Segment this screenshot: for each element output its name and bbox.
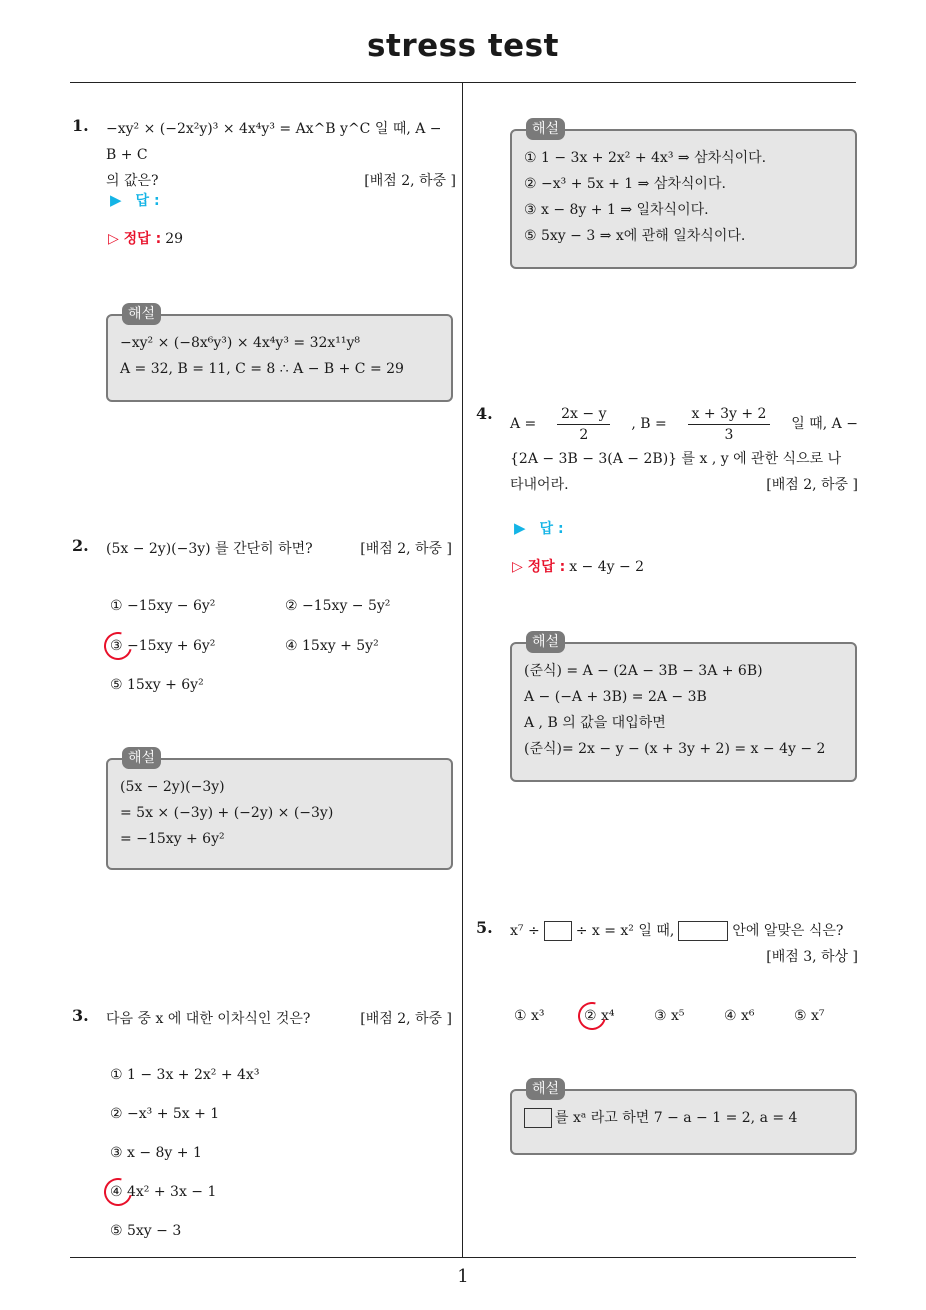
question-line xyxy=(510,944,858,970)
fraction-denominator: 2 xyxy=(579,426,589,443)
explanation-tag: 해설 xyxy=(122,303,161,325)
question-text xyxy=(106,116,456,194)
question-line xyxy=(510,402,858,446)
explanation-box xyxy=(510,121,857,269)
question-line-text: 다음 중 x 에 대한 이차식인 것은? xyxy=(106,1011,311,1027)
question-number: 3. xyxy=(72,1006,89,1025)
correct-answer xyxy=(512,556,644,576)
explanation-line: ⑤ 5xy − 3 ⇒ x에 관해 일차식이다. xyxy=(524,228,746,244)
fraction xyxy=(688,404,771,445)
choice-2[interactable]: ② x⁴ xyxy=(584,1008,615,1024)
choice-4[interactable]: ④ 15xy + 5y² xyxy=(285,638,379,654)
play-icon: ▶ xyxy=(514,519,526,537)
question-line-text: A = xyxy=(510,416,537,432)
answer-prompt xyxy=(110,190,160,210)
explanation-line: (준식)= 2x − y − (x + 3y + 2) = x − 4y − 2 xyxy=(524,741,826,757)
choice-5[interactable]: ⑤ 15xy + 6y² xyxy=(110,677,204,693)
choice-5[interactable]: ⑤ x⁷ xyxy=(794,1008,825,1024)
explanation-line: = −15xy + 6y² xyxy=(120,831,225,847)
question-line-text: 일 때, A − xyxy=(791,416,858,432)
choice-4[interactable]: ④ x⁶ xyxy=(724,1008,755,1024)
answer-blank-box xyxy=(544,921,572,941)
explanation-line: ③ x − 8y + 1 ⇒ 일차식이다. xyxy=(524,202,709,218)
explanation-box xyxy=(510,634,857,782)
explanation-text: 를 xᵃ 라고 하면 7 − a − 1 = 2, a = 4 xyxy=(555,1110,798,1126)
question-meta: [배점 3, 하상 ] xyxy=(766,949,858,965)
question-text xyxy=(510,402,858,498)
choice-2[interactable]: ② −x³ + 5x + 1 xyxy=(110,1106,220,1122)
explanation-tag: 해설 xyxy=(122,747,161,769)
choice-1[interactable]: ① −15xy − 6y² xyxy=(110,598,216,614)
question-line-text: 타내어라. xyxy=(510,477,569,493)
bottom-rule xyxy=(70,1257,856,1258)
question-line xyxy=(510,918,858,944)
explanation-line: A − (−A + 3B) = 2A − 3B xyxy=(524,689,707,705)
question-meta: [배점 2, 하중 ] xyxy=(364,173,456,189)
question-number: 5. xyxy=(476,918,493,937)
explanation-tag: 해설 xyxy=(526,118,565,140)
correct-answer-value: 29 xyxy=(165,231,184,247)
explanation-line: ① 1 − 3x + 2x² + 4x³ ⇒ 삼차식이다. xyxy=(524,150,767,166)
choice-3[interactable]: ③ −15xy + 6y² xyxy=(110,638,216,654)
page-number: 1 xyxy=(457,1266,469,1287)
correct-answer-value: x − 4y − 2 xyxy=(569,559,645,575)
top-rule xyxy=(70,82,856,83)
selected-mark-icon xyxy=(99,627,137,665)
choice-1[interactable]: ① x³ xyxy=(514,1008,545,1024)
explanation-line xyxy=(524,1105,845,1131)
question-number: 4. xyxy=(476,404,493,423)
question-line: {2A − 3B − 3(A − 2B)} 를 x , y 에 관한 식으로 나 xyxy=(510,451,842,467)
explanation-line: A , B 의 값을 대입하면 xyxy=(524,715,666,731)
choice-4[interactable]: ④ 4x² + 3x − 1 xyxy=(110,1184,217,1200)
explanation-tag: 해설 xyxy=(526,1078,565,1100)
answer-label: 답 : xyxy=(539,521,564,537)
explanation-line: −xy² × (−8x⁶y³) × 4x⁴y³ = 32x¹¹y⁸ xyxy=(120,335,361,351)
answer-blank-box xyxy=(524,1108,552,1128)
question-meta: [배점 2, 하중 ] xyxy=(360,541,452,557)
answer-label: 답 : xyxy=(135,193,160,209)
explanation-line: (5x − 2y)(−3y) xyxy=(120,779,225,795)
correct-label-text: 정답 : xyxy=(123,231,162,247)
question-line-text: , B = xyxy=(631,416,667,432)
question-number: 1. xyxy=(72,116,89,135)
fraction-numerator: x + 3y + 2 xyxy=(688,404,771,425)
explanation-box xyxy=(106,750,453,870)
page-title: stress test xyxy=(367,28,559,64)
column-divider xyxy=(462,83,463,1258)
choice-3[interactable]: ③ x⁵ xyxy=(654,1008,685,1024)
question-line-text: 안에 알맞은 식은? xyxy=(732,923,844,939)
selected-mark-icon xyxy=(99,1173,137,1211)
explanation-line: = 5x × (−3y) + (−2y) × (−3y) xyxy=(120,805,334,821)
question-text xyxy=(106,536,452,562)
choice-3[interactable]: ③ x − 8y + 1 xyxy=(110,1145,202,1161)
question-line xyxy=(510,472,858,498)
correct-answer xyxy=(108,228,183,248)
correct-answer-label xyxy=(512,559,565,575)
correct-label-text: 정답 : xyxy=(527,559,566,575)
question-meta: [배점 2, 하중 ] xyxy=(766,477,858,493)
question-line-text: 의 값은? xyxy=(106,173,159,189)
question-line-text: (5x − 2y)(−3y) 를 간단히 하면? xyxy=(106,541,313,557)
question-line-text: x⁷ ÷ xyxy=(510,923,540,939)
explanation-line: ② −x³ + 5x + 1 ⇒ 삼차식이다. xyxy=(524,176,726,192)
question-meta: [배점 2, 하중 ] xyxy=(360,1011,452,1027)
choice-5[interactable]: ⑤ 5xy − 3 xyxy=(110,1223,182,1239)
fraction-denominator: 3 xyxy=(724,426,734,443)
question-text xyxy=(510,918,858,970)
question-line: −xy² × (−2x²y)³ × 4x⁴y³ = Ax^B y^C 일 때, A − B + C xyxy=(106,121,442,163)
outline-triangle-icon: ▷ xyxy=(108,231,119,247)
play-icon: ▶ xyxy=(110,191,122,209)
explanation-tag: 해설 xyxy=(526,631,565,653)
explanation-line: (준식) = A − (2A − 3B − 3A + 6B) xyxy=(524,663,763,679)
outline-triangle-icon: ▷ xyxy=(512,559,523,575)
selected-mark-icon xyxy=(573,997,611,1035)
correct-answer-label xyxy=(108,231,161,247)
fraction xyxy=(557,404,610,445)
explanation-line: A = 32, B = 11, C = 8 ∴ A − B + C = 29 xyxy=(120,361,404,377)
answer-blank-box xyxy=(678,921,728,941)
question-text xyxy=(106,1006,452,1032)
answer-prompt xyxy=(514,518,564,538)
explanation-box xyxy=(106,306,453,402)
fraction-numerator: 2x − y xyxy=(557,404,610,425)
question-line-text: ÷ x = x² 일 때, xyxy=(575,923,675,939)
choice-2[interactable]: ② −15xy − 5y² xyxy=(285,598,391,614)
question-number: 2. xyxy=(72,536,89,555)
explanation-box xyxy=(510,1081,857,1155)
choice-1[interactable]: ① 1 − 3x + 2x² + 4x³ xyxy=(110,1067,260,1083)
